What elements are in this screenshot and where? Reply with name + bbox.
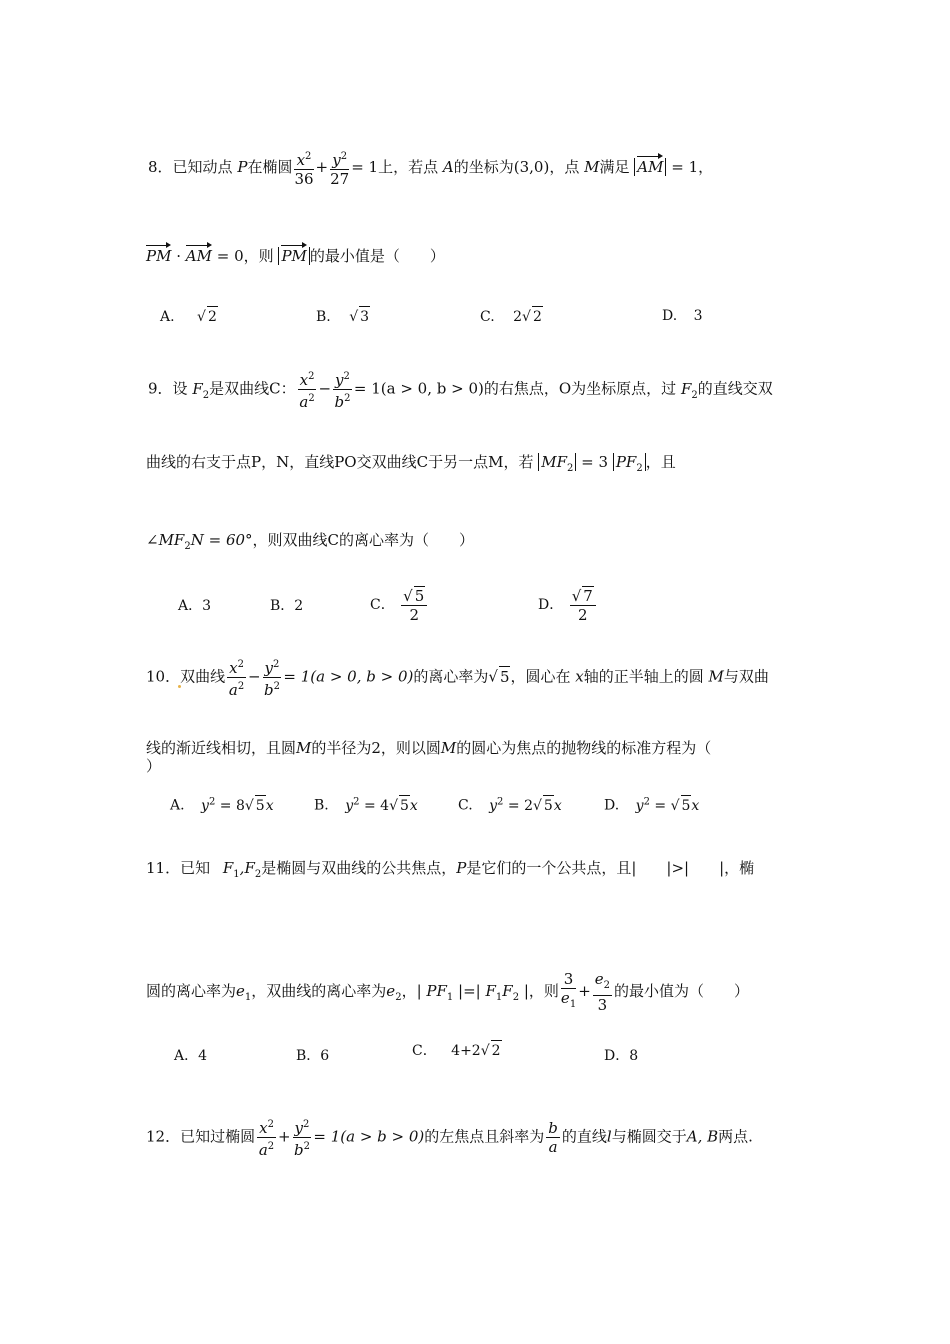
abs-mf2: $MF_2$: [538, 453, 576, 471]
vector-pm: PM: [146, 247, 172, 265]
q8-option-c: C. 2√ 2: [480, 306, 543, 327]
stray-mark: [178, 685, 181, 688]
q11-option-b: B．6: [296, 1048, 330, 1064]
q9-option-d: D． $\frac{√ 7}{2}$: [538, 586, 598, 624]
q8-text: ，则: [243, 247, 274, 265]
q9-line-2: 曲线的右支于点P，N，直线PO交双曲线C于另一点M，若 $MF_2 = 3$ $PF_2$ ，且: [146, 453, 676, 474]
q10-line-3: ）: [146, 757, 162, 775]
angle-expression: $\angle MF_2N = 60^\circ$: [146, 531, 253, 552]
q8-line-1: 8．已知动点 P在椭圆 $\frac{x^2}{36}$ + $\frac{y^2}{27}$ = 1上，若点 A的坐标为(3,0)，点 M满足 AM = 1，: [148, 148, 713, 188]
q11-option-c: C． 4+2√ 2: [412, 1040, 502, 1061]
q10-option-a: A. $y^2 = 8√$ 5x: [170, 796, 274, 814]
q8-option-b: B. √ 3: [316, 306, 370, 327]
focus-f2: $F_2$: [192, 379, 210, 401]
point-m: M: [584, 158, 600, 176]
fraction-x2-a2: $\frac{x^2}{a^2}$: [298, 368, 317, 411]
coordinate: (3,0): [513, 158, 550, 176]
fraction-x2-a2: $\frac{x^2}{a^2}$: [227, 656, 246, 699]
q9-line-3: $\angle MF_2N = 60^\circ$，则双曲线C的离心率为（ ）: [146, 531, 475, 552]
q8-text: ，点: [549, 158, 580, 176]
q8-number: 8．: [148, 158, 173, 176]
fraction-3-e1: $\frac{3}{e_1}$: [560, 970, 577, 1010]
q12-line-1: 12．已知过椭圆 $\frac{x^2}{a^2}$ + $\frac{y^2}{b^2}$ = 1(a > b > 0)的左焦点且斜率为 $\frac{b}{a}$ 的直线l与椭圆交于A, B两点.: [146, 1116, 753, 1159]
dot-operator: ·: [176, 247, 182, 265]
q9-option-b: B．2: [270, 598, 304, 614]
abs-vec-pm: PM: [278, 247, 309, 265]
q9-option-c: C． $\frac{√ 5}{2}$: [370, 586, 429, 624]
fraction-y2-b2: $\frac{y^2}{b^2}$: [293, 1116, 312, 1159]
q10-option-c: C. $y^2 = 2√$ 5x: [458, 796, 562, 814]
fraction-y2-b2: $\frac{y^2}{b^2}$: [263, 656, 282, 699]
q8-option-d: D. 3: [662, 308, 703, 324]
abs-vec-am: AM: [634, 158, 666, 176]
q9-option-a: A．3: [178, 598, 212, 614]
q8-text: 上，若点: [378, 158, 439, 176]
q10-option-d: D. $y^2$ = √ 5x: [604, 796, 700, 814]
fraction-y2-b2: $\frac{y^2}{b^2}$: [333, 368, 352, 411]
q11-option-d: D．8: [604, 1048, 639, 1064]
q10-line-1: 10．双曲线 $\frac{x^2}{a^2}$ − $\frac{y^2}{b^2}$ = 1(a > 0, b > 0)的离心率为√ 5，圆心在 x轴的正半轴上的圆 M与双曲: [146, 656, 769, 699]
q8-text: 已知动点: [172, 158, 233, 176]
q8-text: 的坐标为: [453, 158, 514, 176]
q9-line-1: 9．设 $F_2$是双曲线C： $\frac{x^2}{a^2}$ − $\frac{y^2}{b^2}$ = 1(a > 0, b > 0)的右焦点，O为坐标原点，过 $F_2$的直线交双: [148, 368, 773, 411]
q11-line-2: 圆的离心率为$e_1$，双曲线的离心率为$e_2$，| $PF_1$ |=| $F_1F_2$ |，则 $\frac{3}{e_1}$ + $\frac{e_2}{3}$ 的最小值为（ ）: [146, 970, 750, 1014]
q8-option-a: A. √ 2: [160, 306, 218, 327]
q8-text: = 1，: [671, 158, 714, 176]
fraction-x2-a2: $\frac{x^2}{a^2}$: [257, 1116, 276, 1159]
fraction-y2-27: $\frac{y^2}{27}$: [330, 148, 349, 188]
q10-option-b: B. $y^2 = 4√$ 5x: [314, 796, 418, 814]
point-a: A: [442, 158, 454, 176]
q8-text: 的最小值是（ ）: [309, 247, 445, 265]
q11-option-a: A．4: [174, 1048, 208, 1064]
vector-am: AM: [185, 247, 212, 265]
abs-pf2: $PF_2$: [613, 453, 646, 471]
q8-text: 满足: [599, 158, 630, 176]
q11-line-1: 11．已知 $F_1,F_2$是椭圆与双曲线的公共焦点，P是它们的一个公共点，且| |>| |，椭: [146, 859, 755, 880]
foci-f1-f2: $F_1,F_2$: [222, 859, 262, 880]
equation-rhs: = 1: [351, 158, 379, 176]
fraction-e2-3: $\frac{e_2}{3}$: [594, 970, 611, 1014]
fraction-x2-36: $\frac{x^2}{36}$: [294, 148, 313, 188]
fraction-b-a: $\frac{b}{a}$: [548, 1119, 558, 1156]
q10-line-2: 线的渐近线相切，且圆M的半径为2，则以圆M的圆心为焦点的抛物线的标准方程为（: [146, 739, 712, 757]
q8-text: 在椭圆: [247, 158, 293, 176]
q8-text: = 0: [216, 247, 244, 265]
point-p: P: [237, 158, 248, 176]
q8-line-2: [146, 246, 445, 266]
